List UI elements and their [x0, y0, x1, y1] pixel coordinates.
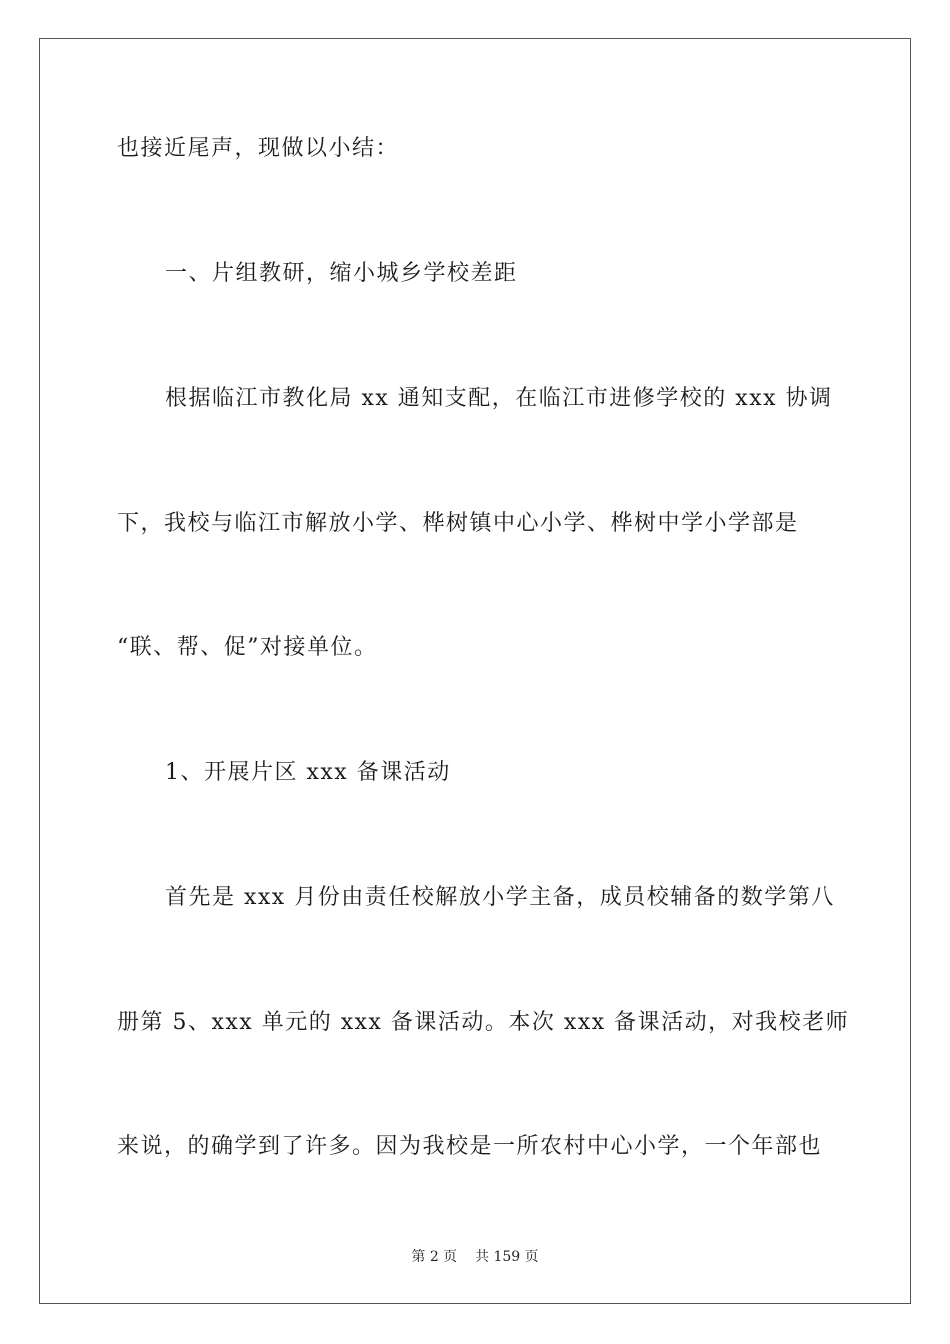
page-number: 第 2 页 — [411, 1249, 458, 1265]
section-heading: 一、片组教研，缩小城乡学校差距 — [165, 261, 518, 286]
text-line-7: 首先是 xxx 月份由责任校解放小学主备，成员校辅备的数学第八 — [165, 885, 835, 910]
text-line-1: 也接近尾声，现做以小结： — [117, 136, 400, 161]
text-line-5: “联、帮、促”对接单位。 — [117, 635, 378, 660]
subsection-heading: 1、开展片区 xxx 备课活动 — [165, 760, 451, 785]
text-line-8: 册第 5、xxx 单元的 xxx 备课活动。本次 xxx 备课活动，对我校老师 — [117, 1010, 850, 1035]
text-line-4: 下，我校与临江市解放小学、桦树镇中心小学、桦树中学小学部是 — [117, 511, 799, 536]
page-total: 共 159 页 — [475, 1249, 539, 1265]
page-footer — [0, 1248, 950, 1266]
text-line-9: 来说，的确学到了许多。因为我校是一所农村中心小学，一个年部也 — [117, 1134, 823, 1159]
text-line-3: 根据临江市教化局 xx 通知支配，在临江市进修学校的 xxx 协调 — [165, 386, 833, 411]
page-border — [39, 38, 911, 1304]
